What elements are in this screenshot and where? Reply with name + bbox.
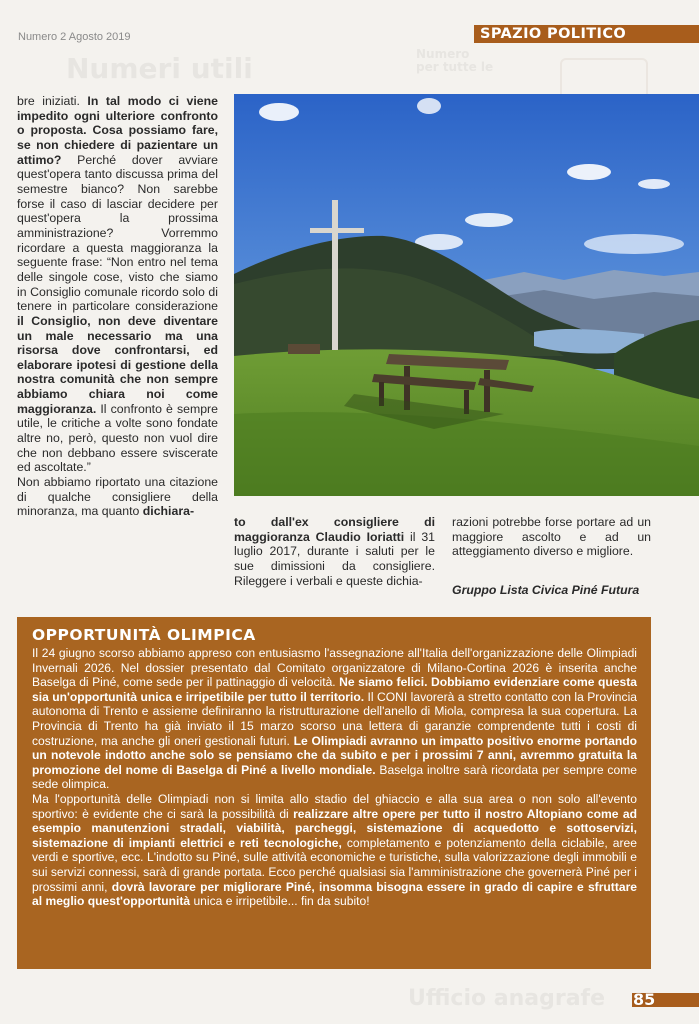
text-run: unica e irripetibile... fin da subito! [190, 894, 370, 909]
text-run: bre iniziati. [17, 94, 88, 108]
text-run: Il confronto è sempre utile, le critiche a volte sono fondate altre no, però, questo non vuol dire che non debbano essere sviscerate ed ascoltate.” [17, 401, 218, 475]
text-run: razioni potrebbe forse portare ad un maggiore ascolto e ad un atteggiamento diverso e migliore. [452, 515, 651, 559]
text-run: il 31 luglio 2017, durante i saluti per le sue dimissioni da consigliere. Rileggere i verbali e queste dichia- [234, 529, 435, 588]
box-body [32, 646, 637, 909]
text-run: Non abbiamo riportato una citazione di qualche consigliere della minoranza, ma quanto [17, 475, 218, 519]
article-column-1 [17, 94, 218, 519]
text-run: Baselga inoltre sarà ricordata per sempre come sede olimpica. [32, 762, 637, 792]
olympic-opportunity-box [17, 617, 651, 969]
text-run: completamento e potenziamento della ciclabile, aree verdi e sportive, ecc. L'indotto su Piné, sulle attività economiche e turistiche, sulla valorizzazione degli immobili e sui servizi connessi, sarà di grande portata. Ecco perché qualsiasi sia l'amministrazione che governerà Piné per i prossimi anni, [32, 835, 637, 894]
bold-text-run: realizzare altre opere per tutto il nostro Altopiano come ad esempio manutenzioni stradali, viabilità, parcheggi, sistemazione di acquedotto e sottoservizi, sistemazione di impianti elettrici e reti tecnologiche, [32, 806, 637, 850]
paragraph [452, 515, 651, 559]
show-through-text: Numero per tutte le [416, 47, 494, 74]
section-banner: SPAZIO POLITICO [474, 25, 699, 43]
text-run: Perché dover avviare quest'opera tanto discussa prima del semestre bianco? Non sarebbe forse il caso di lasciar decidere per quest'opera la prossima amministrazione? Vorremmo ricordare a questa maggioranza la seguente frase: “Non entro nel tema delle singole cose, visto che siamo in Consiglio comunale ricordo solo di tenere in particolare considerazione [17, 152, 218, 314]
issue-info: Numero 2 Agosto 2019 [18, 31, 131, 43]
article-column-2 [234, 515, 435, 588]
page-number: 85 [633, 990, 656, 1009]
box-title: OPPORTUNITÀ OLIMPICA [32, 626, 256, 644]
bold-text-run: Ne siamo felici. Dobbiamo evidenziare come questa sia un'opportunità unica e irripetibile per tutto il territorio. [32, 675, 637, 704]
paragraph [32, 646, 637, 792]
text-run: Il 24 giugno scorso abbiamo appreso con entusiasmo l'assegnazione all'Italia dell'organizzazione delle Olimpiadi Invernali 2026. Nel dossier presentato dal Comitato organizzatore di Milano-Cortina 2026 è inserita anche Baselga di Piné, come sede per il pattinaggio di velocità. [32, 646, 637, 690]
bold-text-run: il Consiglio, non deve diventare un male necessario ma una risorsa dove confrontarsi, ed elaborare ipotesi di gestione della nostra comunità che non sempre abbiamo chiara noi come maggioranza. [17, 313, 218, 416]
show-through-text: Numeri utili [66, 52, 253, 85]
paragraph [17, 475, 218, 519]
signature: Gruppo Lista Civica Piné Futura [452, 583, 640, 597]
bold-text-run: In tal modo ci viene impedito ogni ulteriore confronto o proposta. Cosa possiamo fare, se non chiedere di pazientare un attimo? [17, 94, 218, 167]
show-through-text: Ufficio anagrafe [408, 986, 606, 1011]
paragraph [17, 94, 218, 475]
bold-text-run: Le Olimpiadi avranno un impatto positivo enorme portando un notevole indotto anche solo se pensiamo che da subito e per i prossimi 7 anni, avremmo gratuita la promozione del nome di Baselga di Piné a livello mondiale. [32, 733, 638, 777]
bold-text-run: to dall'ex consigliere di maggioranza Claudio Ioriatti [234, 515, 435, 544]
paragraph [32, 792, 637, 909]
paragraph [234, 515, 435, 588]
landscape-photo [234, 94, 699, 496]
bold-text-run: dichiara- [142, 504, 195, 519]
text-run: Ma l'opportunità delle Olimpiadi non si limita allo stadio del ghiaccio e alla sua area o non solo all'evento sportivo: è evidente che ci sarà la possibilità di [32, 791, 637, 821]
bold-text-run: dovrà lavorare per migliorare Piné, insomma bisogna essere in grado di capire e sfruttare al meglio quest'opportunità [32, 879, 637, 909]
article-column-3 [452, 515, 651, 559]
text-run: Il CONI lavorerà a stretto contatto con la Provincia autonoma di Trento e assieme definiranno la ristrutturazione dell'anello di Miola, compresa la sua copertura. La Provincia di Trento ha già inviato il 15 marzo scorso una lettera di garanzie comprendente tutti i costi di costruzione, ma anche gli oneri gestionali futuri. [32, 689, 637, 748]
